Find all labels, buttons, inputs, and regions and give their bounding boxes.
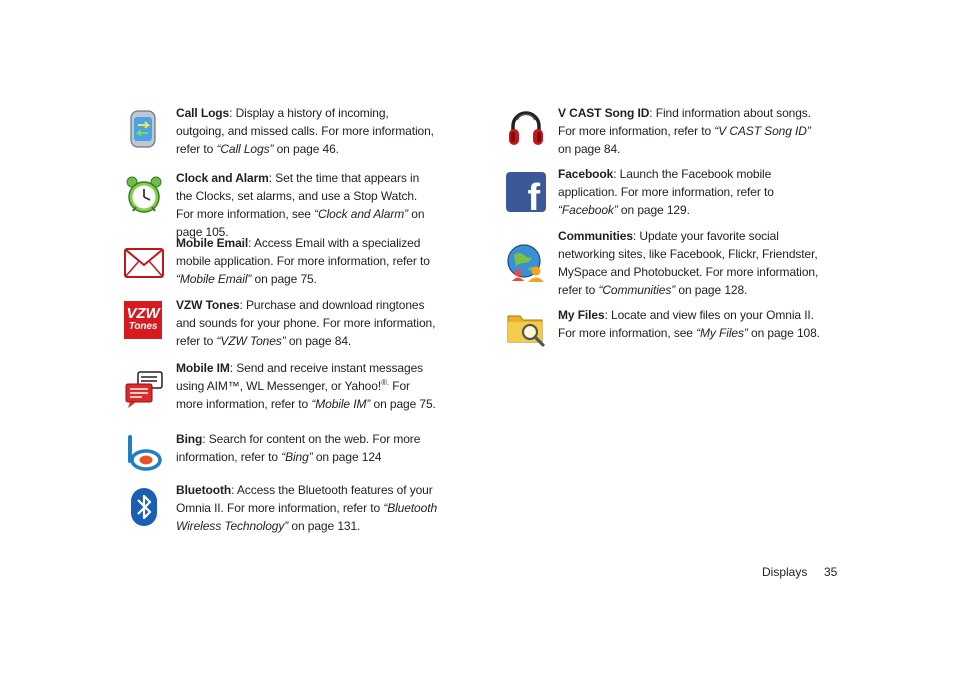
entry-desc: : Search for content on the web. For more information, refer to bbox=[176, 432, 421, 464]
entry-reference[interactable]: “Mobile IM” bbox=[311, 397, 371, 411]
entry-text bbox=[176, 234, 438, 288]
entry-page: on page 108. bbox=[747, 326, 820, 340]
bing-icon bbox=[124, 433, 164, 473]
entry-desc: : Update your favorite social networking sites, like Facebook, Flickr, Friendster, MySpace and Photobucket. For more information, refer to bbox=[558, 229, 819, 297]
entry-mobile-im bbox=[176, 359, 438, 413]
entry-page: on page 128. bbox=[675, 283, 748, 297]
entry-page: on page 129. bbox=[617, 203, 690, 217]
entry-page: on page 124 bbox=[312, 450, 382, 464]
entry-desc: : Access the Bluetooth features of your Omnia II. For more information, refer to bbox=[176, 483, 433, 515]
entry-title: Mobile Email bbox=[176, 236, 249, 250]
vzw-tones-icon bbox=[124, 301, 162, 339]
entry-title: My Files bbox=[558, 308, 605, 322]
entry-desc: : Find information about songs. For more information, refer to bbox=[558, 106, 811, 138]
entry-desc: : Locate and view files on your Omnia II. For more information, see bbox=[558, 308, 814, 340]
entry-title: Communities bbox=[558, 229, 633, 243]
facebook-logo-letter: f bbox=[527, 177, 540, 212]
entry-communities bbox=[558, 227, 820, 299]
entry-page: on page 75. bbox=[370, 397, 436, 411]
entry-reference[interactable]: “Clock and Alarm” bbox=[314, 207, 409, 221]
entry-desc: : Set the time that appears in the Clocks, set alarms, and use a Stop Watch. For more information, see bbox=[176, 171, 420, 221]
entry-desc: : Send and receive instant messages using AIM™, WL Messenger, or Yahoo! bbox=[176, 361, 424, 393]
entry-text bbox=[176, 481, 438, 535]
entry-page: on page 84. bbox=[558, 142, 621, 156]
footer-section: Displays bbox=[762, 565, 808, 579]
entry-page: on page 131. bbox=[288, 519, 361, 533]
entry-page: on page 75. bbox=[251, 272, 317, 286]
entry-mobile-email bbox=[176, 234, 438, 288]
entry-text bbox=[558, 104, 820, 158]
entry-reference[interactable]: “My Files” bbox=[696, 326, 748, 340]
entry-call-logs bbox=[176, 104, 438, 158]
entry-text bbox=[176, 296, 438, 350]
entry-title: Call Logs bbox=[176, 106, 230, 120]
envelope-icon bbox=[124, 243, 164, 283]
entry-clock-alarm bbox=[176, 169, 438, 241]
entry-title: Clock and Alarm bbox=[176, 171, 269, 185]
entry-page: on page 105. bbox=[176, 207, 425, 239]
entry-title: Mobile IM bbox=[176, 361, 230, 375]
entry-vcast-song-id bbox=[558, 104, 820, 158]
entry-page: on page 46. bbox=[273, 142, 339, 156]
entry-title: V CAST Song ID bbox=[558, 106, 650, 120]
entry-text bbox=[176, 169, 438, 241]
entry-vzw-tones bbox=[126, 296, 438, 350]
alarm-clock-icon bbox=[124, 175, 164, 215]
entry-reference[interactable]: “Communities” bbox=[598, 283, 676, 297]
footer-page-number: 35 bbox=[824, 565, 838, 579]
entry-reference[interactable]: “Bluetooth Wireless Technology” bbox=[176, 501, 438, 533]
entry-title: Bluetooth bbox=[176, 483, 232, 497]
entry-text bbox=[558, 165, 820, 219]
bluetooth-icon bbox=[124, 487, 164, 527]
tones-logo-text: Tones bbox=[128, 321, 158, 332]
vzw-logo-text: VZW bbox=[126, 305, 160, 322]
entry-title: VZW Tones bbox=[176, 298, 240, 312]
entry-text bbox=[558, 306, 820, 342]
entry-bluetooth bbox=[176, 481, 438, 535]
entry-bing bbox=[176, 430, 438, 466]
entry-reference[interactable]: “VZW Tones” bbox=[216, 334, 286, 348]
entry-reference[interactable]: “Bing” bbox=[281, 450, 313, 464]
entry-desc: : Access Email with a specialized mobile application. For more information, refer to bbox=[176, 236, 430, 268]
facebook-icon bbox=[506, 172, 546, 212]
entry-reference[interactable]: “V CAST Song ID” bbox=[714, 124, 811, 138]
entry-desc: : Display a history of incoming, outgoing, and missed calls. For more information, refer to bbox=[176, 106, 434, 156]
globe-people-icon bbox=[506, 243, 546, 283]
entry-facebook bbox=[527, 165, 820, 219]
folder-search-icon bbox=[506, 308, 546, 348]
entry-title: Facebook bbox=[558, 167, 614, 181]
entry-page: on page 84. bbox=[285, 334, 352, 348]
entry-reference[interactable]: “Call Logs” bbox=[216, 142, 274, 156]
entry-title: Bing bbox=[176, 432, 203, 446]
registered-mark: ®. bbox=[381, 378, 389, 387]
headphones-icon bbox=[506, 108, 546, 148]
entry-desc: : Purchase and download ringtones and sounds for your phone. For more information, refer to bbox=[176, 298, 436, 348]
entry-desc-cont: For more information, refer to bbox=[176, 379, 410, 411]
entry-text bbox=[176, 359, 438, 413]
entry-text bbox=[176, 430, 438, 466]
entry-text bbox=[176, 104, 438, 158]
entry-my-files bbox=[558, 306, 820, 342]
entry-text bbox=[558, 227, 820, 299]
entry-reference[interactable]: “Mobile Email” bbox=[176, 272, 252, 286]
chat-bubbles-icon bbox=[124, 370, 164, 410]
entry-desc: : Launch the Facebook mobile application. For more information, refer to bbox=[558, 167, 774, 199]
call-logs-icon bbox=[124, 109, 164, 149]
entry-reference[interactable]: “Facebook” bbox=[558, 203, 618, 217]
